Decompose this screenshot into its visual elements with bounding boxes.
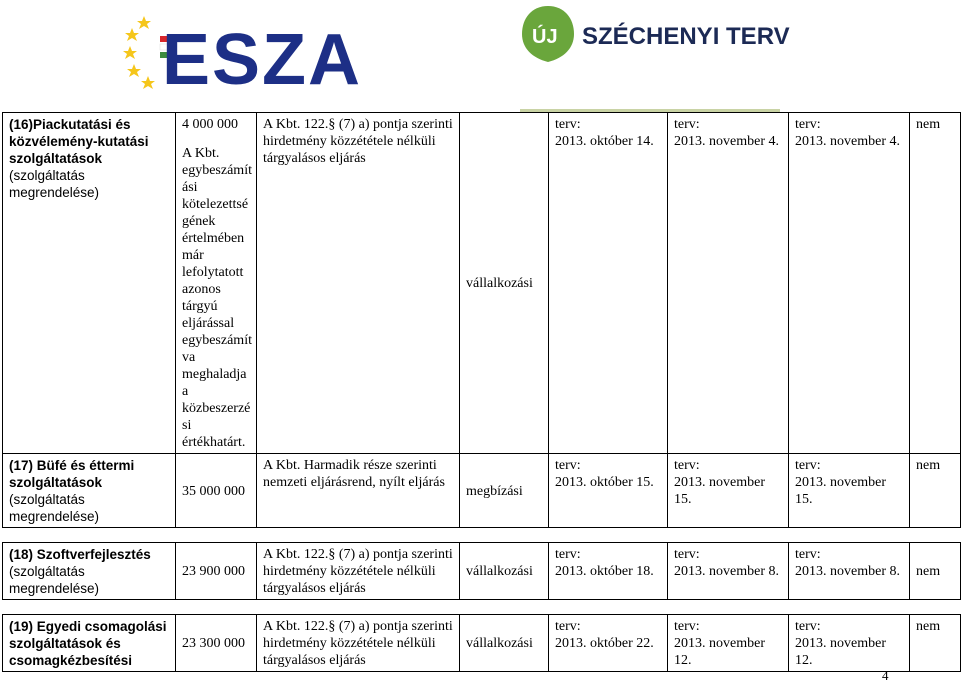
- service-name: (16)Piackutatási és közvélemény-kutatási szolgáltatások: [9, 117, 149, 166]
- plan-label: terv:: [674, 619, 700, 634]
- plan-label: terv:: [795, 547, 821, 562]
- amount-cell: [176, 454, 257, 528]
- contract-type: vállalkozási: [466, 636, 533, 651]
- contract-type: vállalkozási: [466, 276, 533, 291]
- amount-cell: [176, 543, 257, 600]
- eu-stars-icon: [123, 16, 155, 89]
- plan-label: terv:: [555, 458, 581, 473]
- procedure-text: A Kbt. 122.§ (7) a) pontja szerinti hirdetmény közzététele nélküli tárgyalásos eljárás: [263, 547, 453, 596]
- start-date-cell: [549, 615, 668, 672]
- amount-value: 23 900 000: [182, 564, 245, 579]
- flag-value: nem: [916, 117, 941, 132]
- amount-cell: [176, 615, 257, 672]
- table-row: [3, 615, 961, 672]
- start-date: 2013. október 18.: [555, 564, 654, 579]
- amount-value: 35 000 000: [182, 483, 245, 499]
- szechenyi-badge-text: ÚJ: [532, 26, 558, 48]
- amount-value: 4 000 000: [182, 117, 238, 132]
- flag-cell: [910, 454, 961, 528]
- flag-cell: [910, 543, 961, 600]
- flag-cell: [910, 615, 961, 672]
- service-name: (19) Egyedi csomagolási szolgáltatások és csomagkézbesítési: [9, 619, 167, 668]
- contract-type: vállalkozási: [466, 564, 533, 579]
- procedure-text: A Kbt. Harmadik része szerinti nemzeti eljárásrend, nyílt eljárás: [263, 458, 445, 490]
- plan-label: terv:: [555, 117, 581, 132]
- table-row: [3, 113, 961, 454]
- plan-label: terv:: [795, 619, 821, 634]
- start-date: 2013. október 22.: [555, 636, 654, 651]
- amount-cell: [176, 113, 257, 454]
- contract-cell: [460, 615, 549, 672]
- end-date: 2013. november 8.: [674, 564, 779, 579]
- end-date-cell: [668, 454, 789, 528]
- amount-value: 23 300 000: [182, 636, 245, 651]
- plan-label: terv:: [555, 619, 581, 634]
- service-cell: [3, 454, 176, 528]
- procedure-cell: [257, 543, 460, 600]
- contract-cell: [460, 454, 549, 528]
- table-row: [3, 543, 961, 600]
- service-cell: [3, 113, 176, 454]
- page-number: 4: [882, 668, 889, 683]
- completion-date: 2013. november 15.: [795, 475, 886, 507]
- plan-label: terv:: [674, 458, 700, 473]
- service-cell: [3, 615, 176, 672]
- procedure-cell: [257, 615, 460, 672]
- esza-logo: [122, 6, 363, 100]
- plan-label: terv:: [674, 117, 700, 132]
- start-date-cell: [549, 543, 668, 600]
- plan-label: terv:: [795, 117, 821, 132]
- service-cell: [3, 543, 176, 600]
- completion-date: 2013. november 12.: [795, 636, 886, 668]
- procedure-text: A Kbt. 122.§ (7) a) pontja szerinti hirdetmény közzététele nélküli tárgyalásos eljárás: [263, 117, 453, 166]
- flag-value: nem: [916, 619, 941, 634]
- service-name: (17) Büfé és éttermi szolgáltatások: [9, 458, 135, 490]
- start-date-cell: [549, 454, 668, 528]
- procedure-cell: [257, 113, 460, 454]
- contract-type: megbízási: [466, 483, 523, 499]
- service-type: (szolgáltatás megrendelése): [9, 492, 100, 524]
- amount-note: A Kbt. egybeszámít ási kötelezettsé gének értelmében már lefolytatott azonos tárgyú eljárással egybeszámít va meghaladja a közbeszerzé si értékhatárt.: [182, 146, 252, 450]
- service-type: (szolgáltatás megrendelése): [9, 564, 100, 596]
- end-date: 2013. november 15.: [674, 475, 765, 507]
- start-date-cell: [549, 113, 668, 454]
- flag-value: nem: [916, 564, 941, 579]
- service-name: (18) Szoftverfejlesztés: [9, 547, 151, 562]
- start-date: 2013. október 15.: [555, 475, 654, 490]
- procedure-text: A Kbt. 122.§ (7) a) pontja szerinti hirdetmény közzététele nélküli tárgyalásos eljárás: [263, 619, 453, 668]
- end-date-cell: [668, 543, 789, 600]
- plan-label: terv:: [555, 547, 581, 562]
- end-date-cell: [668, 615, 789, 672]
- end-date-cell: [668, 113, 789, 454]
- procurement-table: [2, 112, 961, 672]
- flag-value: nem: [916, 458, 941, 473]
- completion-date-cell: [789, 543, 910, 600]
- start-date: 2013. október 14.: [555, 134, 654, 149]
- completion-date-cell: [789, 454, 910, 528]
- completion-date: 2013. november 8.: [795, 564, 900, 579]
- plan-label: terv:: [795, 458, 821, 473]
- plan-label: terv:: [674, 547, 700, 562]
- esza-text: ESZA: [162, 20, 363, 100]
- contract-cell: [460, 543, 549, 600]
- service-type: (szolgáltatás megrendelése): [9, 168, 100, 200]
- end-date: 2013. november 12.: [674, 636, 765, 668]
- end-date: 2013. november 4.: [674, 134, 779, 149]
- contract-cell: [460, 113, 549, 454]
- szechenyi-text: SZÉCHENYI TERV: [582, 23, 790, 50]
- completion-date-cell: [789, 113, 910, 454]
- szechenyi-logo: [518, 4, 788, 64]
- flag-cell: [910, 113, 961, 454]
- table-row: [3, 454, 961, 528]
- completion-date-cell: [789, 615, 910, 672]
- procedure-cell: [257, 454, 460, 528]
- completion-date: 2013. november 4.: [795, 134, 900, 149]
